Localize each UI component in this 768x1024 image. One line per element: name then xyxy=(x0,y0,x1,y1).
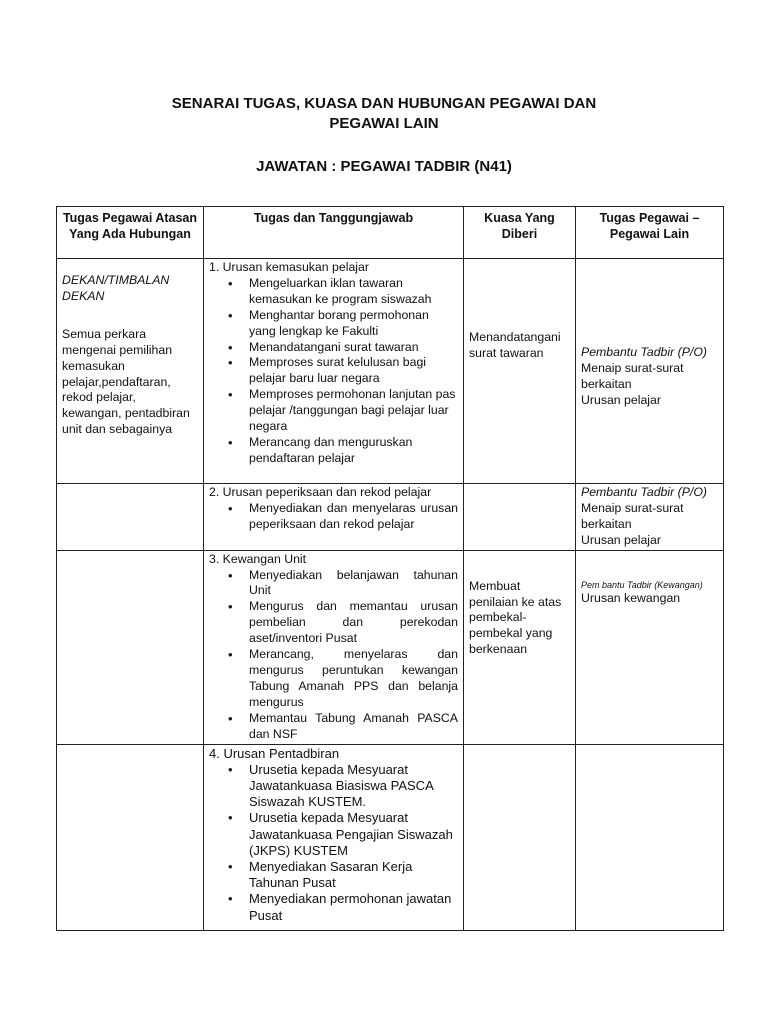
list-item: • Memantau Tabung Amanah PASCA dan NSF xyxy=(249,711,458,743)
section-heading: 3. Kewangan Unit xyxy=(209,551,307,566)
cell-duties xyxy=(204,259,464,484)
cell-duties xyxy=(204,744,464,930)
header-superior-duties: Tugas Pegawai Atasan Yang Ada Hubungan xyxy=(57,207,204,259)
cell-superior xyxy=(57,484,204,551)
cell-superior xyxy=(57,550,204,744)
duties-list xyxy=(209,276,458,467)
duties-list xyxy=(209,568,458,743)
authority-text: Menandatangani surat tawaran xyxy=(469,330,561,360)
table-row xyxy=(57,550,724,744)
other-staff-role: Pembantu Tadbir (P/O) xyxy=(581,485,707,499)
list-item: • Memproses permohonan lanjutan pas pelajar /tanggungan bagi pelajar luar negara xyxy=(249,387,458,435)
table-header-row xyxy=(57,207,724,259)
table-row xyxy=(57,484,724,551)
cell-superior xyxy=(57,744,204,930)
cell-duties xyxy=(204,484,464,551)
header-authority: Kuasa Yang Diberi xyxy=(464,207,576,259)
duties-list xyxy=(209,762,458,924)
duties-list xyxy=(209,501,458,533)
cell-authority xyxy=(464,484,576,551)
section-heading: 4. Urusan Pentadbiran xyxy=(209,745,340,761)
other-staff-task: Urusan pelajar xyxy=(581,532,661,547)
section-heading: 1. Urusan kemasukan pelajar xyxy=(209,260,369,274)
list-item: • Mengurus dan memantau urusan pembelian dan perekodan aset/inventori Pusat xyxy=(249,599,458,647)
list-item: • Merancang dan menguruskan pendaftaran pelajar xyxy=(249,435,458,467)
list-item: • Menghantar borang permohonan yang lengkap ke Fakulti xyxy=(249,308,458,340)
authority-text: Membuat penilaian ke atas pembekal-pembekal yang berkenaan xyxy=(469,578,562,657)
table-row xyxy=(57,259,724,484)
cell-duties xyxy=(204,550,464,744)
list-item: • Urusetia kepada Mesyuarat Jawatankuasa Biasiswa PASCA Siswazah KUSTEM. xyxy=(249,762,458,811)
cell-other-staff xyxy=(576,259,724,484)
other-staff-role: Pembantu Tadbir (P/O) xyxy=(581,345,707,359)
position-title: JAWATAN : PEGAWAI TADBIR (N41) xyxy=(256,158,512,175)
superior-role: DEKAN/TIMBALAN DEKAN xyxy=(62,273,170,303)
cell-authority xyxy=(464,550,576,744)
list-item: • Mengeluarkan iklan tawaran kemasukan ke program siswazah xyxy=(249,276,458,308)
list-item: • Menandatangani surat tawaran xyxy=(249,340,458,356)
cell-other-staff xyxy=(576,550,724,744)
title-line-2: PEGAWAI LAIN xyxy=(329,115,439,132)
list-item: • Urusetia kepada Mesyuarat Jawatankuasa Pengajian Siswazah (JKPS) KUSTEM xyxy=(249,810,458,859)
list-item: • Menyediakan dan menyelaras urusan peperiksaan dan rekod pelajar xyxy=(249,501,458,533)
section-heading: 2. Urusan peperiksaan dan rekod pelajar xyxy=(209,485,432,499)
duties-table xyxy=(56,206,724,931)
cell-other-staff xyxy=(576,744,724,930)
other-staff-role: Pem bantu Tadbir (Kewangan) xyxy=(581,579,703,590)
document-title xyxy=(0,94,768,134)
other-staff-task: Menaip surat-surat berkaitan xyxy=(581,360,684,391)
list-item: • Merancang, menyelaras dan mengurus peruntukan kewangan Tabung Amanah PPS dan belanja mengurus xyxy=(249,647,458,711)
cell-other-staff xyxy=(576,484,724,551)
title-line-1: SENARAI TUGAS, KUASA DAN HUBUNGAN PEGAWAI DAN xyxy=(171,95,597,112)
other-staff-task: Urusan pelajar xyxy=(581,392,661,407)
list-item: • Menyediakan permohonan jawatan Pusat xyxy=(249,891,458,923)
header-other-staff: Tugas Pegawai – Pegawai Lain xyxy=(576,207,724,259)
list-item: • Menyediakan belanjawan tahunan Unit xyxy=(249,568,458,600)
superior-scope: Semua perkara mengenai pemilihan kemasukan pelajar,pendaftaran, rekod pelajar, kewangan, pentadbiran unit dan sebagainya xyxy=(62,326,190,437)
other-staff-task: Menaip surat-surat berkaitan xyxy=(581,500,684,531)
header-duties-responsibilities: Tugas dan Tanggungjawab xyxy=(204,207,464,259)
cell-authority xyxy=(464,744,576,930)
table-row xyxy=(57,744,724,930)
list-item: • Menyediakan Sasaran Kerja Tahunan Pusat xyxy=(249,859,458,891)
cell-authority xyxy=(464,259,576,484)
list-item: • Memproses surat kelulusan bagi pelajar baru luar negara xyxy=(249,355,458,387)
other-staff-task: Urusan kewangan xyxy=(581,590,681,605)
cell-superior xyxy=(57,259,204,484)
